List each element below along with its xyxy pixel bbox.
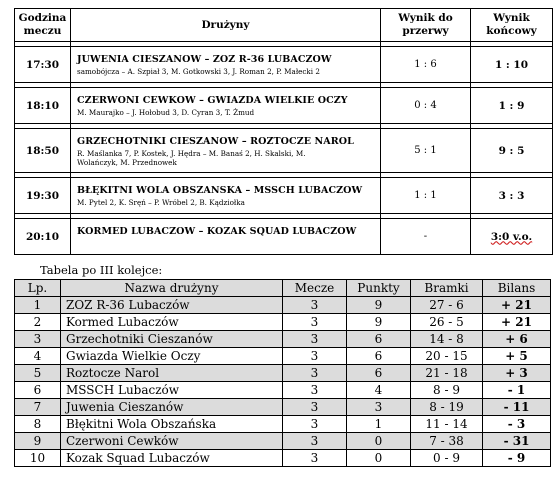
row-team-name: ZOZ R-36 Lubaczów [61, 297, 283, 314]
header-final: Wynik końcowy [471, 9, 553, 42]
row-position: 6 [15, 382, 61, 399]
table-row [15, 297, 551, 314]
row-position: 2 [15, 314, 61, 331]
header-points: Punkty [347, 280, 411, 297]
match-half-score: 1 : 6 [381, 47, 471, 83]
table-row [15, 365, 551, 382]
header-balance: Bilans [483, 280, 551, 297]
match-scorers: samobójcza – A. Szpiał 3, M. Gotkowski 3, J. Roman 2, P. Małecki 2 [77, 67, 320, 76]
table-row [15, 450, 551, 467]
row-position: 5 [15, 365, 61, 382]
row-balance: + 21 [483, 297, 551, 314]
row-goals: 11 - 14 [411, 416, 483, 433]
row-games: 3 [283, 416, 347, 433]
row-team-name: MSSCH Lubaczów [61, 382, 283, 399]
row-goals: 0 - 9 [411, 450, 483, 467]
row-balance: - 3 [483, 416, 551, 433]
row-games: 3 [283, 331, 347, 348]
match-scorers: R. Maślanka 7, P. Kostek, J. Hędra – M. Banaś 2, H. Skalski, M. Wolańczyk, M. Przednowek [77, 148, 306, 167]
match-time: 20:10 [15, 219, 71, 255]
row-balance: + 3 [483, 365, 551, 382]
match-final-score: 1 : 10 [471, 47, 553, 83]
header-goals: Bramki [411, 280, 483, 297]
header-half: Wynik do przerwy [381, 9, 471, 42]
row-points: 6 [347, 348, 411, 365]
row-goals: 20 - 15 [411, 348, 483, 365]
match-teams: GRZECHOTNIKI CIESZANOW – ROZTOCZE NAROL [77, 135, 354, 147]
match-teams: BŁĘKITNI WOLA OBSZANSKA – MSSCH LUBACZOW [77, 185, 363, 196]
match-row [15, 178, 553, 214]
row-games: 3 [283, 348, 347, 365]
row-position: 4 [15, 348, 61, 365]
row-position: 1 [15, 297, 61, 314]
row-goals: 14 - 8 [411, 331, 483, 348]
match-final-score: 1 : 9 [471, 88, 553, 124]
row-balance: - 11 [483, 399, 551, 416]
row-balance: - 9 [483, 450, 551, 467]
row-points: 9 [347, 297, 411, 314]
table-row [15, 399, 551, 416]
row-position: 8 [15, 416, 61, 433]
match-teams: JUWENIA CIESZANOW – ZOZ R-36 LUBACZOW [77, 54, 332, 65]
row-games: 3 [283, 314, 347, 331]
match-row [15, 88, 553, 124]
row-points: 3 [347, 399, 411, 416]
match-teams-cell [71, 219, 381, 255]
row-goals: 27 - 6 [411, 297, 483, 314]
match-header-row [15, 9, 553, 42]
standings-caption: Tabela po III kolejce: [40, 263, 163, 277]
row-position: 3 [15, 331, 61, 348]
match-half-score: - [381, 219, 471, 255]
row-team-name [61, 314, 283, 331]
row-position: 10 [15, 450, 61, 467]
header-games: Mecze [283, 280, 347, 297]
match-time: 18:50 [15, 129, 71, 173]
row-points: 6 [347, 365, 411, 382]
match-half-score: 0 : 4 [381, 88, 471, 124]
header-position: Lp. [15, 280, 61, 297]
match-time: 17:30 [15, 47, 71, 83]
match-row [15, 47, 553, 83]
row-points: 0 [347, 433, 411, 450]
match-teams-cell [71, 88, 381, 124]
row-games: 3 [283, 365, 347, 382]
row-games: 3 [283, 382, 347, 399]
match-scorers: M. Pytel 2, K. Sręń – P. Wróbel 2, B. Kądziołka [77, 198, 245, 207]
row-team-name: Kozak Squad Lubaczów [61, 450, 283, 467]
match-half-score: 5 : 1 [381, 129, 471, 173]
header-teams: Drużyny [71, 9, 381, 42]
row-points: 4 [347, 382, 411, 399]
row-team-name-text: Kormed Lubaczów [66, 314, 179, 329]
match-teams-cell [71, 129, 381, 173]
match-half-score: 1 : 1 [381, 178, 471, 214]
row-points: 9 [347, 314, 411, 331]
table-row [15, 382, 551, 399]
row-games: 3 [283, 450, 347, 467]
row-team-name: Czerwoni Cewków [61, 433, 283, 450]
row-goals: 8 - 19 [411, 399, 483, 416]
match-final-score: 9 : 5 [471, 129, 553, 173]
row-points: 1 [347, 416, 411, 433]
row-team-name: Juwenia Cieszanów [61, 399, 283, 416]
match-teams-cell [71, 178, 381, 214]
row-team-name: Błękitni Wola Obszańska [61, 416, 283, 433]
row-balance: + 21 [483, 314, 551, 331]
row-games: 3 [283, 399, 347, 416]
standings-header-row [15, 280, 551, 297]
row-points: 0 [347, 450, 411, 467]
match-teams: KORMED LUBACZOW – KOZAK SQUAD LUBACZOW [77, 226, 357, 237]
row-position: 9 [15, 433, 61, 450]
table-row [15, 433, 551, 450]
table-row [15, 314, 551, 331]
row-goals: 7 - 38 [411, 433, 483, 450]
match-row [15, 219, 553, 255]
row-balance: - 31 [483, 433, 551, 450]
row-team-name: Gwiazda Wielkie Oczy [61, 348, 283, 365]
row-position: 7 [15, 399, 61, 416]
match-scorers: M. Maurajko – J. Hołobud 3, D. Cyran 3, T. Żmud [77, 108, 255, 117]
row-goals: 8 - 9 [411, 382, 483, 399]
match-time: 19:30 [15, 178, 71, 214]
table-row [15, 416, 551, 433]
row-points: 6 [347, 331, 411, 348]
match-final-score: 3 : 3 [471, 178, 553, 214]
match-results-table [14, 8, 553, 255]
header-time: Godzina meczu [15, 9, 71, 42]
match-teams-cell [71, 47, 381, 83]
row-games: 3 [283, 433, 347, 450]
match-final-score-text: 3:0 v.o. [490, 230, 533, 243]
row-balance: + 5 [483, 348, 551, 365]
match-final-score [471, 219, 553, 255]
row-team-name: Roztocze Narol [61, 365, 283, 382]
match-row [15, 129, 553, 173]
table-row [15, 348, 551, 365]
standings-table [14, 279, 551, 467]
row-goals: 26 - 5 [411, 314, 483, 331]
row-team-name: Grzechotniki Cieszanów [61, 331, 283, 348]
header-team-name: Nazwa drużyny [61, 280, 283, 297]
match-teams: CZERWONI CEWKOW – GWIAZDA WIELKIE OCZY [77, 95, 348, 106]
row-balance: - 1 [483, 382, 551, 399]
row-goals: 21 - 18 [411, 365, 483, 382]
row-balance: + 6 [483, 331, 551, 348]
table-row [15, 331, 551, 348]
row-games: 3 [283, 297, 347, 314]
match-time: 18:10 [15, 88, 71, 124]
